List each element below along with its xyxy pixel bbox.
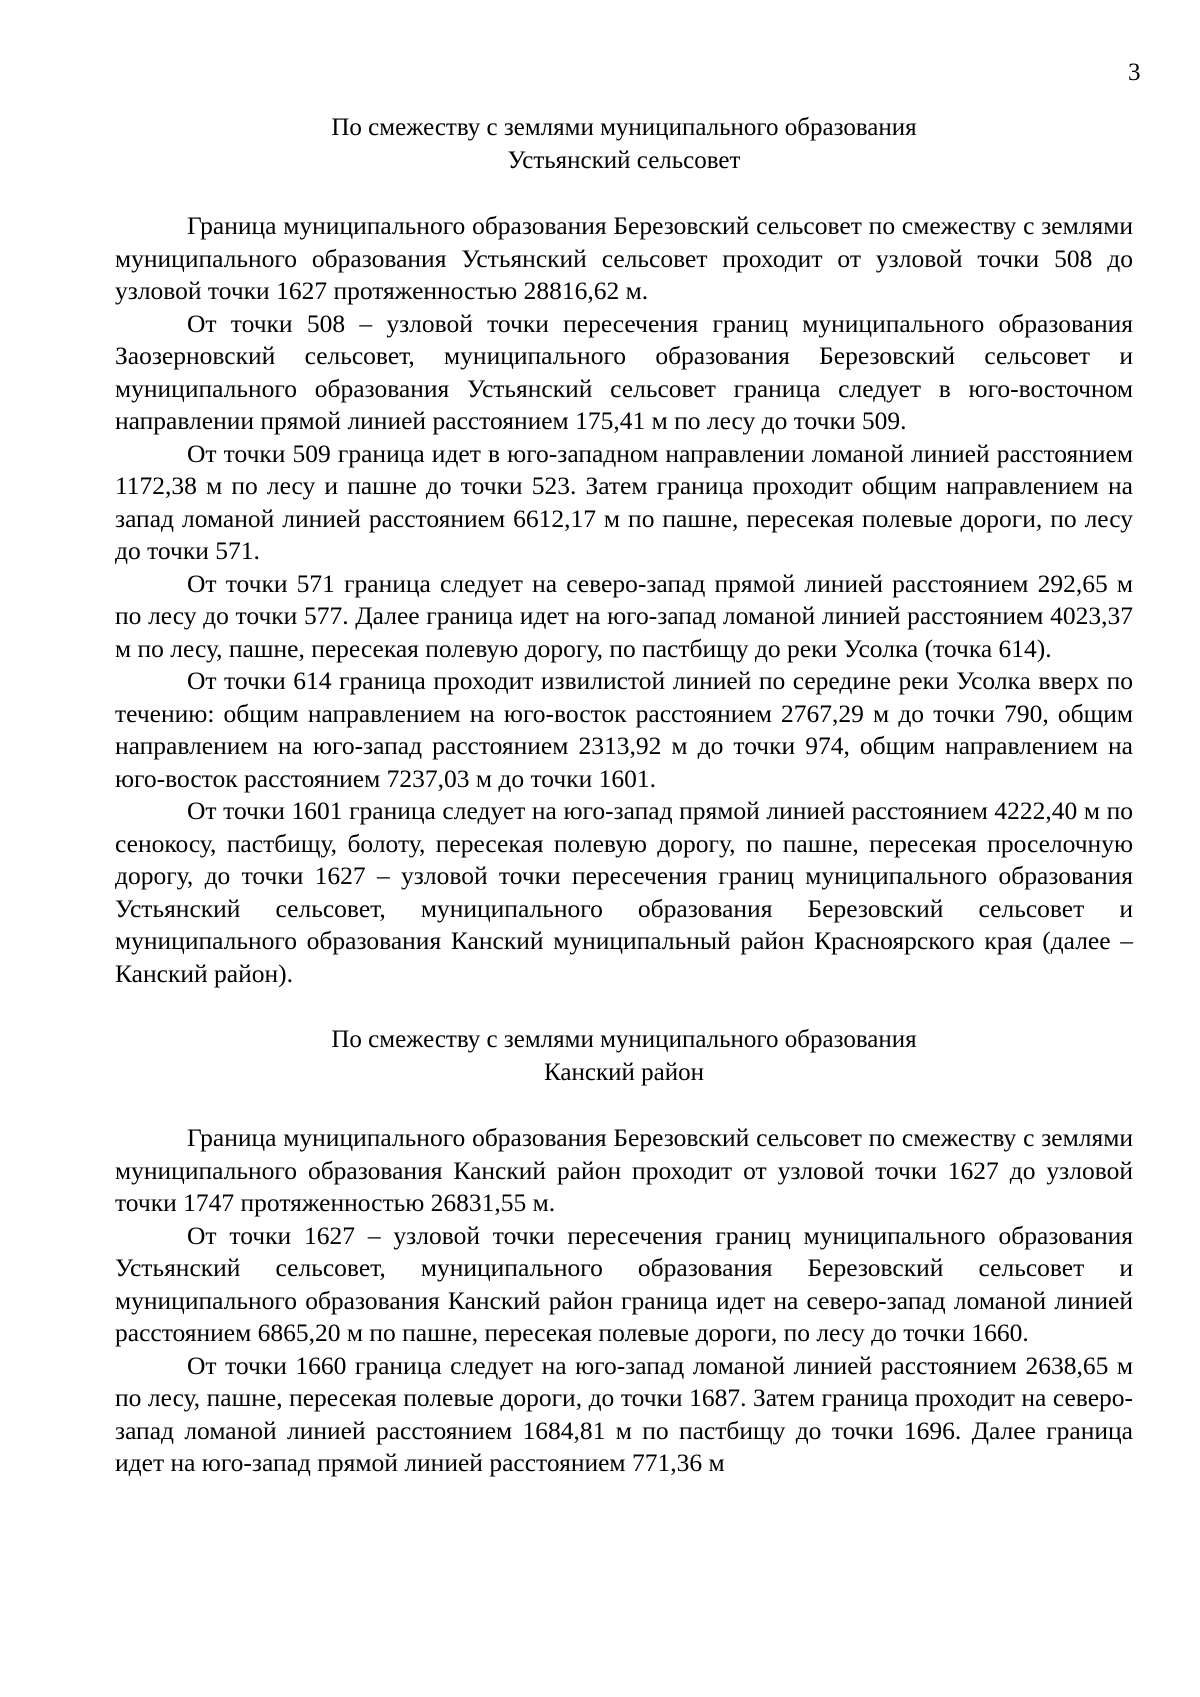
paragraph: От точки 614 граница проходит извилистой линией по середине реки Усолка вверх по течению: общим направлением на юго-восток расстоянием 2767,29 м до точки 790, общим направлением на юго-запад расстоянием 2313,92 м до точки 974, общим направлением на юго-восток расстоянием 7237,03 м до точки 1601. bbox=[115, 666, 1133, 793]
section-heading-line: По смежеству с землями муниципального образования bbox=[331, 1026, 917, 1053]
paragraph: От точки 508 – узловой точки пересечения границ муниципального образования Заозерновский сельсовет, муниципального образования Березовский сельсовет и муниципального образования Устьянский сельсовет граница следует в юго-восточном направлении прямой линией расстоянием 175,41 м по лесу до точки 509. bbox=[115, 308, 1133, 435]
paragraph: От точки 1601 граница следует на юго-запад прямой линией расстоянием 4222,40 м по сенокосу, пастбищу, болоту, пересекая полевую дорогу, по пашне, пересекая проселочную дорогу, до точки 1627 – узловой точки пересечения границ муниципального образования Устьянский сельсовет, муниципального образования Березовский сельсовет и муниципального образования Канский муниципальный район Красноярского края (далее – Канский район). bbox=[115, 796, 1133, 988]
paragraph: От точки 571 граница следует на северо-запад прямой линией расстоянием 292,65 м по лесу до точки 577. Далее граница идет на юго-запад ломаной линией расстоянием 4023,37 м по лесу, пашне, пересекая полевую дорогу, по пастбищу до реки Усолка (точка 614). bbox=[115, 568, 1133, 663]
paragraph: От точки 509 граница идет в юго-западном направлении ломаной линией расстоянием 1172,38 м по лесу и пашне до точки 523. Затем граница проходит общим направлением на запад ломаной линией расстоянием 6612,17 м по пашне, пересекая полевые дороги, по лесу до точки 571. bbox=[115, 438, 1133, 565]
paragraph: Граница муниципального образования Березовский сельсовет по смежеству с землями муниципального образования Канский район проходит от узловой точки 1627 до узловой точки 1747 протяженностью 26831,55 м. bbox=[115, 1123, 1133, 1217]
section-heading-line: Устьянский сельсовет bbox=[507, 147, 741, 174]
document-body bbox=[115, 111, 1133, 1480]
section-heading-line: По смежеству с землями муниципального образования bbox=[331, 114, 917, 141]
paragraph: От точки 1627 – узловой точки пересечения границ муниципального образования Устьянский сельсовет, муниципального образования Березовский сельсовет и муниципального образования Канский район граница идет на северо-запад ломаной линией расстоянием 6865,20 м по пашне, пересекая полевые дороги, по лесу до точки 1660. bbox=[115, 1220, 1133, 1347]
paragraph: От точки 1660 граница следует на юго-запад ломаной линией расстоянием 2638,65 м по лесу, пашне, пересекая полевые дороги, до точки 1687. Затем граница проходит на северо-запад ломаной линией расстоянием 1684,81 м по пастбищу до точки 1696. Далее граница идет на юго-запад прямой линией расстоянием 771,36 м bbox=[115, 1350, 1133, 1477]
section-spacer bbox=[115, 990, 1133, 1023]
section-heading-kansky bbox=[115, 1023, 1133, 1089]
paragraph: Граница муниципального образования Березовский сельсовет по смежеству с землями муниципального образования Устьянский сельсовет проходит от узловой точки 508 до узловой точки 1627 протяженностью 28816,62 м. bbox=[115, 211, 1133, 305]
page-number: 3 bbox=[1128, 59, 1141, 86]
section-heading-line: Канский район bbox=[544, 1059, 704, 1086]
section-heading-ustyansky bbox=[115, 111, 1133, 177]
